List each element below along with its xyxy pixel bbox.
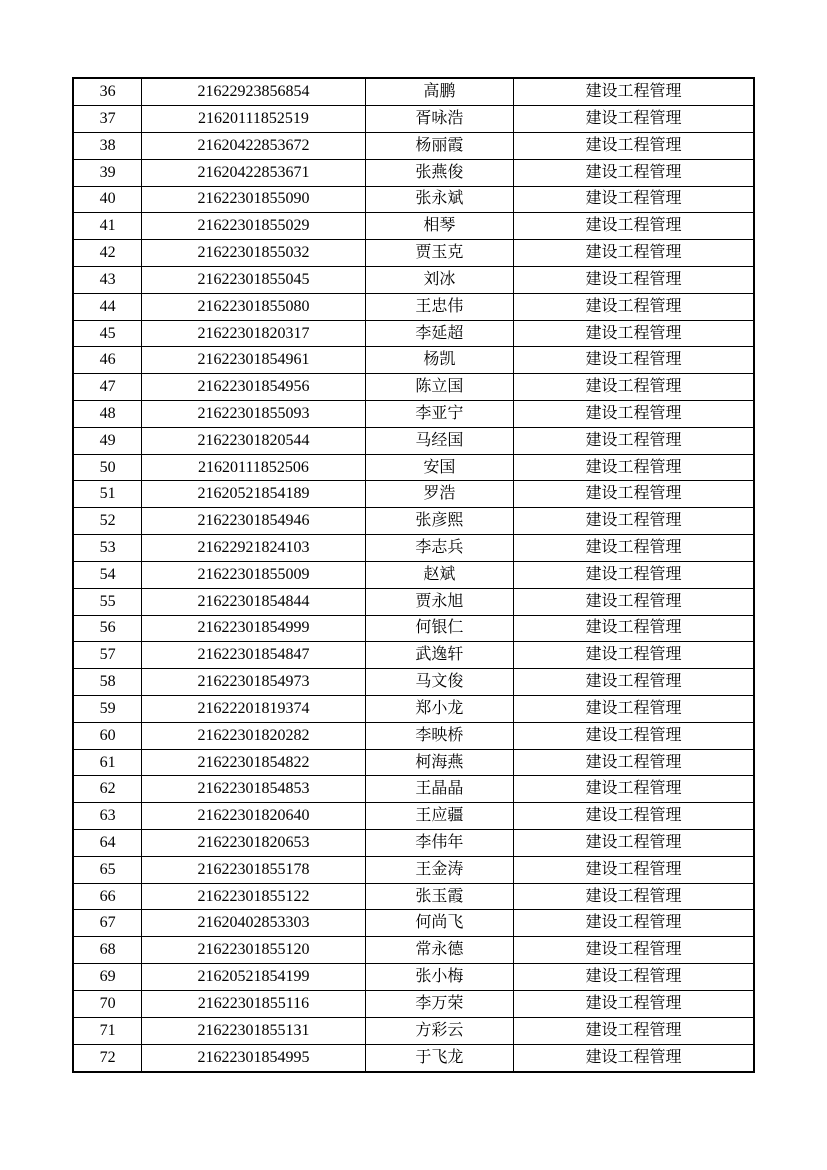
- student-id-cell: 21622301854956: [142, 374, 365, 401]
- row-number-cell: 60: [73, 722, 142, 749]
- row-number-cell: 61: [73, 749, 142, 776]
- table-row: [73, 374, 754, 401]
- student-id-cell: 21622301855009: [142, 561, 365, 588]
- major-cell: 建设工程管理: [514, 535, 754, 562]
- table-row: [73, 266, 754, 293]
- row-number-cell: 49: [73, 427, 142, 454]
- row-number-cell: 53: [73, 535, 142, 562]
- student-id-cell: 21622301854973: [142, 669, 365, 696]
- row-number-cell: 44: [73, 293, 142, 320]
- row-number-cell: 69: [73, 964, 142, 991]
- major-cell: 建设工程管理: [514, 1017, 754, 1044]
- major-cell: 建设工程管理: [514, 749, 754, 776]
- student-name-cell: 柯海燕: [365, 749, 513, 776]
- row-number-cell: 56: [73, 615, 142, 642]
- table-row: [73, 132, 754, 159]
- student-id-cell: 21622301855032: [142, 240, 365, 267]
- major-cell: 建设工程管理: [514, 588, 754, 615]
- student-name-cell: 赵斌: [365, 561, 513, 588]
- major-cell: 建设工程管理: [514, 78, 754, 106]
- row-number-cell: 40: [73, 186, 142, 213]
- student-id-cell: 21622301854822: [142, 749, 365, 776]
- row-number-cell: 70: [73, 990, 142, 1017]
- major-cell: 建设工程管理: [514, 937, 754, 964]
- major-cell: 建设工程管理: [514, 347, 754, 374]
- row-number-cell: 52: [73, 508, 142, 535]
- row-number-cell: 66: [73, 883, 142, 910]
- table-row: [73, 669, 754, 696]
- student-name-cell: 刘冰: [365, 266, 513, 293]
- table-row: [73, 186, 754, 213]
- major-cell: 建设工程管理: [514, 615, 754, 642]
- major-cell: 建设工程管理: [514, 803, 754, 830]
- student-id-cell: 21622921824103: [142, 535, 365, 562]
- student-id-cell: 21622301820544: [142, 427, 365, 454]
- table-row: [73, 454, 754, 481]
- student-id-cell: 21620402853303: [142, 910, 365, 937]
- student-id-cell: 21622301855045: [142, 266, 365, 293]
- student-id-cell: 21622301855116: [142, 990, 365, 1017]
- student-name-cell: 方彩云: [365, 1017, 513, 1044]
- student-name-cell: 何银仁: [365, 615, 513, 642]
- row-number-cell: 51: [73, 481, 142, 508]
- major-cell: 建设工程管理: [514, 374, 754, 401]
- table-row: [73, 588, 754, 615]
- student-id-cell: 21622301820653: [142, 830, 365, 857]
- student-name-cell: 张永斌: [365, 186, 513, 213]
- student-name-cell: 杨丽霞: [365, 132, 513, 159]
- student-name-cell: 于飞龙: [365, 1044, 513, 1072]
- major-cell: 建设工程管理: [514, 132, 754, 159]
- row-number-cell: 54: [73, 561, 142, 588]
- major-cell: 建设工程管理: [514, 776, 754, 803]
- student-id-cell: 21620521854199: [142, 964, 365, 991]
- student-name-cell: 武逸轩: [365, 642, 513, 669]
- student-name-cell: 郑小龙: [365, 695, 513, 722]
- student-name-cell: 李映桥: [365, 722, 513, 749]
- row-number-cell: 72: [73, 1044, 142, 1072]
- student-id-cell: 21622301855080: [142, 293, 365, 320]
- row-number-cell: 55: [73, 588, 142, 615]
- student-name-cell: 胥咏浩: [365, 106, 513, 133]
- student-name-cell: 张燕俊: [365, 159, 513, 186]
- roster-body: [73, 78, 754, 1072]
- table-row: [73, 213, 754, 240]
- table-row: [73, 1044, 754, 1072]
- row-number-cell: 41: [73, 213, 142, 240]
- student-name-cell: 张玉霞: [365, 883, 513, 910]
- student-id-cell: 21622301855120: [142, 937, 365, 964]
- row-number-cell: 68: [73, 937, 142, 964]
- student-name-cell: 张小梅: [365, 964, 513, 991]
- student-id-cell: 21620422853671: [142, 159, 365, 186]
- table-row: [73, 937, 754, 964]
- row-number-cell: 64: [73, 830, 142, 857]
- student-id-cell: 21622301854946: [142, 508, 365, 535]
- table-row: [73, 535, 754, 562]
- row-number-cell: 71: [73, 1017, 142, 1044]
- row-number-cell: 38: [73, 132, 142, 159]
- student-name-cell: 马文俊: [365, 669, 513, 696]
- student-id-cell: 21622923856854: [142, 78, 365, 106]
- major-cell: 建设工程管理: [514, 964, 754, 991]
- student-id-cell: 21622301855029: [142, 213, 365, 240]
- row-number-cell: 36: [73, 78, 142, 106]
- student-name-cell: 杨凯: [365, 347, 513, 374]
- student-id-cell: 21622301820640: [142, 803, 365, 830]
- row-number-cell: 43: [73, 266, 142, 293]
- major-cell: 建设工程管理: [514, 990, 754, 1017]
- row-number-cell: 42: [73, 240, 142, 267]
- major-cell: 建设工程管理: [514, 401, 754, 428]
- student-name-cell: 王金涛: [365, 856, 513, 883]
- student-name-cell: 马经国: [365, 427, 513, 454]
- table-row: [73, 615, 754, 642]
- major-cell: 建设工程管理: [514, 830, 754, 857]
- table-row: [73, 883, 754, 910]
- major-cell: 建设工程管理: [514, 695, 754, 722]
- row-number-cell: 45: [73, 320, 142, 347]
- table-row: [73, 401, 754, 428]
- student-name-cell: 贾玉克: [365, 240, 513, 267]
- row-number-cell: 63: [73, 803, 142, 830]
- table-row: [73, 1017, 754, 1044]
- student-id-cell: 21620422853672: [142, 132, 365, 159]
- major-cell: 建设工程管理: [514, 320, 754, 347]
- student-name-cell: 张彦熙: [365, 508, 513, 535]
- student-name-cell: 贾永旭: [365, 588, 513, 615]
- major-cell: 建设工程管理: [514, 642, 754, 669]
- row-number-cell: 48: [73, 401, 142, 428]
- table-row: [73, 508, 754, 535]
- major-cell: 建设工程管理: [514, 722, 754, 749]
- major-cell: 建设工程管理: [514, 186, 754, 213]
- student-id-cell: 21622301854847: [142, 642, 365, 669]
- table-row: [73, 856, 754, 883]
- major-cell: 建设工程管理: [514, 427, 754, 454]
- student-id-cell: 21622301854961: [142, 347, 365, 374]
- row-number-cell: 67: [73, 910, 142, 937]
- major-cell: 建设工程管理: [514, 266, 754, 293]
- student-name-cell: 李延超: [365, 320, 513, 347]
- student-id-cell: 21622301820282: [142, 722, 365, 749]
- table-row: [73, 347, 754, 374]
- major-cell: 建设工程管理: [514, 240, 754, 267]
- row-number-cell: 47: [73, 374, 142, 401]
- table-row: [73, 106, 754, 133]
- table-row: [73, 481, 754, 508]
- table-row: [73, 561, 754, 588]
- major-cell: 建设工程管理: [514, 561, 754, 588]
- major-cell: 建设工程管理: [514, 883, 754, 910]
- major-cell: 建设工程管理: [514, 454, 754, 481]
- table-row: [73, 320, 754, 347]
- table-row: [73, 695, 754, 722]
- table-row: [73, 830, 754, 857]
- row-number-cell: 62: [73, 776, 142, 803]
- student-name-cell: 李亚宁: [365, 401, 513, 428]
- major-cell: 建设工程管理: [514, 106, 754, 133]
- student-id-cell: 21620111852506: [142, 454, 365, 481]
- row-number-cell: 57: [73, 642, 142, 669]
- table-row: [73, 803, 754, 830]
- student-roster-table: [72, 77, 755, 1073]
- student-id-cell: 21622301855131: [142, 1017, 365, 1044]
- table-row: [73, 78, 754, 106]
- student-name-cell: 何尚飞: [365, 910, 513, 937]
- major-cell: 建设工程管理: [514, 508, 754, 535]
- student-id-cell: 21622301855178: [142, 856, 365, 883]
- table-row: [73, 964, 754, 991]
- table-row: [73, 427, 754, 454]
- major-cell: 建设工程管理: [514, 856, 754, 883]
- major-cell: 建设工程管理: [514, 293, 754, 320]
- table-row: [73, 910, 754, 937]
- major-cell: 建设工程管理: [514, 213, 754, 240]
- table-row: [73, 990, 754, 1017]
- student-id-cell: 21620521854189: [142, 481, 365, 508]
- student-id-cell: 21622301854999: [142, 615, 365, 642]
- major-cell: 建设工程管理: [514, 669, 754, 696]
- student-id-cell: 21622301820317: [142, 320, 365, 347]
- student-name-cell: 罗浩: [365, 481, 513, 508]
- student-name-cell: 李伟年: [365, 830, 513, 857]
- major-cell: 建设工程管理: [514, 910, 754, 937]
- student-id-cell: 21622301854844: [142, 588, 365, 615]
- student-name-cell: 王应疆: [365, 803, 513, 830]
- major-cell: 建设工程管理: [514, 159, 754, 186]
- student-name-cell: 高鹏: [365, 78, 513, 106]
- student-name-cell: 相琴: [365, 213, 513, 240]
- table-row: [73, 776, 754, 803]
- student-name-cell: 李志兵: [365, 535, 513, 562]
- major-cell: 建设工程管理: [514, 481, 754, 508]
- student-id-cell: 21622201819374: [142, 695, 365, 722]
- student-name-cell: 王晶晶: [365, 776, 513, 803]
- row-number-cell: 58: [73, 669, 142, 696]
- row-number-cell: 39: [73, 159, 142, 186]
- student-name-cell: 王忠伟: [365, 293, 513, 320]
- student-id-cell: 21620111852519: [142, 106, 365, 133]
- student-name-cell: 常永德: [365, 937, 513, 964]
- table-row: [73, 159, 754, 186]
- student-name-cell: 安国: [365, 454, 513, 481]
- row-number-cell: 50: [73, 454, 142, 481]
- table-row: [73, 722, 754, 749]
- table-row: [73, 293, 754, 320]
- row-number-cell: 37: [73, 106, 142, 133]
- student-id-cell: 21622301854995: [142, 1044, 365, 1072]
- student-id-cell: 21622301855122: [142, 883, 365, 910]
- student-name-cell: 李万荣: [365, 990, 513, 1017]
- table-row: [73, 642, 754, 669]
- student-name-cell: 陈立国: [365, 374, 513, 401]
- row-number-cell: 65: [73, 856, 142, 883]
- student-id-cell: 21622301854853: [142, 776, 365, 803]
- row-number-cell: 46: [73, 347, 142, 374]
- student-id-cell: 21622301855093: [142, 401, 365, 428]
- student-id-cell: 21622301855090: [142, 186, 365, 213]
- major-cell: 建设工程管理: [514, 1044, 754, 1072]
- row-number-cell: 59: [73, 695, 142, 722]
- table-row: [73, 240, 754, 267]
- table-row: [73, 749, 754, 776]
